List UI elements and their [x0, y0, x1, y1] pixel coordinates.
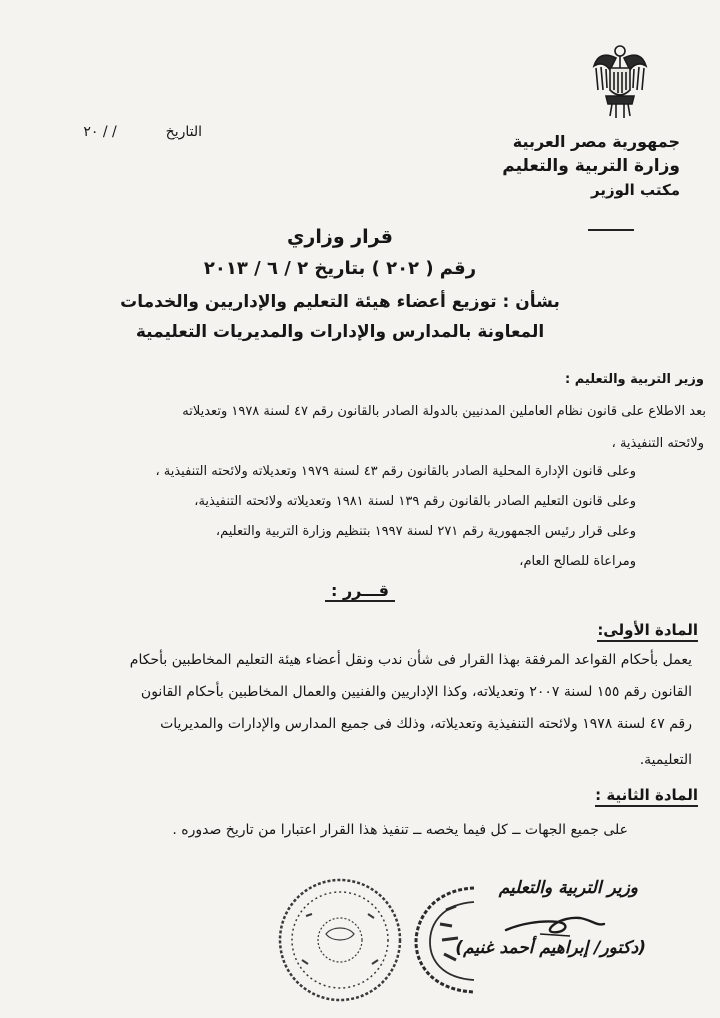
- eagle-emblem-icon: [592, 42, 648, 122]
- decree-subject-line2: المعاونة بالمدارس والإدارات والمديريات التعليمية: [135, 322, 545, 342]
- preamble-line: ومراعاة للصالح العام،: [519, 554, 636, 569]
- article-1-heading: [597, 621, 698, 639]
- decides-heading: [300, 581, 420, 600]
- signature-name: (دكتور/ إبراهيم أحمد غنيم): [455, 938, 646, 958]
- country-name: جمهورية مصر العربية: [512, 132, 680, 151]
- decree-number: رقم ( ٢٠٢ ) بتاريخ ٢ / ٦ / ٢٠١٣: [203, 258, 477, 279]
- date-field: [12, 124, 202, 140]
- date-label: التاريخ: [165, 124, 202, 140]
- decree-subject-line1: بشأن : توزيع أعضاء هيئة التعليم والإداريين والخدمات: [120, 292, 560, 312]
- article-1-line: القانون رقم ١٥٥ لسنة ٢٠٠٧ وتعديلاته، وكذا الإداريين والفنيين والعمال المخاطبين بأحكام القانون: [140, 684, 692, 700]
- handwritten-signature-icon: [500, 906, 610, 940]
- preamble-line: وعلى قرار رئيس الجمهورية رقم ٢٧١ لسنة ١٩٩٧ بتنظيم وزارة التربية والتعليم،: [215, 524, 636, 539]
- article-1-line: رقم ٤٧ لسنة ١٩٧٨ ولائحته التنفيذية وتعديلاته، وذلك فى جميع المدارس والإدارات والمديريات: [160, 716, 692, 732]
- date-value: / / ٢٠: [83, 124, 117, 140]
- ministry-name: وزارة التربية والتعليم: [502, 156, 680, 176]
- article-2-line: على جميع الجهات ــ كل فيما يخصه ــ تنفيذ هذا القرار اعتبارا من تاريخ صدوره .: [172, 822, 628, 838]
- preamble-line: وعلى قانون التعليم الصادر بالقانون رقم ١٣٩ لسنة ١٩٨١ وتعديلاته ولائحته التنفيذية،: [194, 494, 636, 509]
- ministry-header: [460, 130, 680, 202]
- round-seal-stamp-icon: [276, 876, 404, 1004]
- article-1-line: التعليمية.: [639, 752, 692, 768]
- signature-title: وزير التربية والتعليم: [498, 878, 638, 898]
- preamble-line: وعلى قانون الإدارة المحلية الصادر بالقانون رقم ٤٣ لسنة ١٩٧٩ وتعديلاته ولائحته التنفيذية ،: [155, 464, 636, 479]
- article-2-heading-text: المادة الثانية :: [595, 786, 698, 807]
- decree-title: قرار وزاري: [287, 226, 393, 248]
- preamble-line: بعد الاطلاع على قانون نظام العاملين المدنيين بالدولة الصادر بالقانون رقم ٤٧ لسنة ١٩٧٨ وتعديلاته: [182, 404, 706, 419]
- article-1-line: يعمل بأحكام القواعد المرفقة بهذا القرار فى شأن ندب ونقل أعضاء هيئة التعليم المخاطبين بأحكام: [129, 652, 692, 668]
- minister-intro: وزير التربية والتعليم :: [565, 372, 704, 387]
- preamble-line: ولائحته التنفيذية ،: [611, 436, 704, 451]
- office-name: مكتب الوزير: [590, 181, 680, 199]
- article-1-heading-text: المادة الأولى:: [597, 621, 698, 642]
- decides-text: قـــرر :: [325, 581, 395, 602]
- article-2-heading: [595, 786, 698, 804]
